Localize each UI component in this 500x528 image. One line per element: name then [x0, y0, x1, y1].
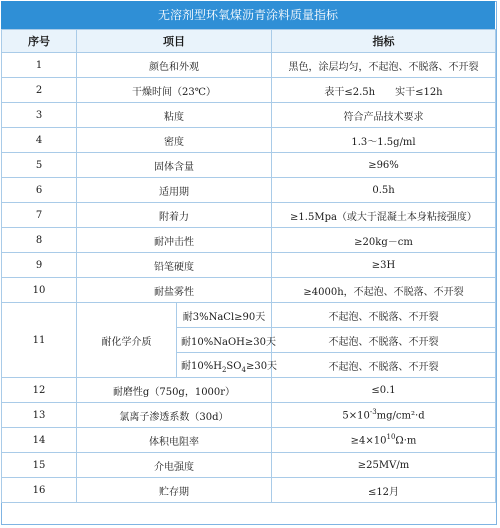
row-no: 4: [2, 128, 77, 153]
table-row: [2, 253, 496, 278]
row-no: 14: [2, 428, 77, 453]
value-part: ≥4×10: [350, 435, 387, 447]
row-no: 7: [2, 203, 77, 228]
value-part: 5×10: [342, 410, 370, 422]
table-row: [2, 203, 496, 228]
header-index: 指标: [272, 30, 496, 53]
row-item: 固体含量: [77, 153, 272, 178]
row-item: 耐磨性g（750g，1000r）: [77, 378, 272, 403]
row-value: 黑色，涂层均匀，不起泡、不脱落、不开裂: [272, 53, 496, 78]
label-sub: 4: [241, 365, 246, 374]
row-no: 9: [2, 253, 77, 278]
row-value: 符合产品技术要求: [272, 103, 496, 128]
row-value: ≥96%: [272, 153, 496, 178]
header-item: 项目: [77, 30, 272, 53]
row-no: 16: [2, 478, 77, 503]
chem-sub-label: [177, 353, 278, 378]
row-no: 10: [2, 278, 77, 303]
table-row: [2, 228, 496, 253]
header-row: [2, 30, 496, 53]
chem-group-label: 耐化学介质: [77, 303, 177, 378]
row-value: 不起泡、不脱落、不开裂: [272, 353, 496, 378]
row-value: [272, 403, 496, 428]
row-value: [272, 428, 496, 453]
row-no: 8: [2, 228, 77, 253]
row-item: 氯离子渗透系数（30d）: [77, 403, 272, 428]
table-row: [2, 278, 496, 303]
row-item: 耐盐雾性: [77, 278, 272, 303]
row-value: 不起泡、不脱落、不开裂: [272, 328, 496, 353]
row-no: 1: [2, 53, 77, 78]
row-item: 铅笔硬度: [77, 253, 272, 278]
row-item: 颜色和外观: [77, 53, 272, 78]
table-row: [2, 53, 496, 78]
table-row: [2, 153, 496, 178]
row-no: 12: [2, 378, 77, 403]
row-item: 介电强度: [77, 453, 272, 478]
table-row: [2, 128, 496, 153]
page-title: 无溶剂型环氧煤沥青涂料质量指标: [1, 1, 495, 29]
row-item: 附着力: [77, 203, 272, 228]
row-item: 干燥时间（23℃）: [77, 78, 272, 103]
row-no: 5: [2, 153, 77, 178]
row-value: 不起泡、不脱落、不开裂: [272, 303, 496, 328]
row-no: 6: [2, 178, 77, 203]
label-part: 耐10%H: [181, 360, 222, 372]
table-row: [2, 478, 496, 503]
table-row: [2, 453, 496, 478]
row-no: 11: [2, 303, 77, 378]
row-value: ≥3H: [272, 253, 496, 278]
row-value: ≥1.5Mpa（或大于混凝土本身粘接强度）: [272, 203, 496, 228]
table-row: [2, 428, 496, 453]
row-value: ≥20kg－cm: [272, 228, 496, 253]
chem-sub-label: 耐10%NaOH≥30天: [177, 328, 272, 353]
row-item: 耐冲击性: [77, 228, 272, 253]
label-part: SO: [226, 360, 242, 372]
table-row: [2, 103, 496, 128]
row-item: 粘度: [77, 103, 272, 128]
row-item: 贮存期: [77, 478, 272, 503]
row-no: 15: [2, 453, 77, 478]
row-value: ≥4000h，不起泡、不脱落、不开裂: [272, 278, 496, 303]
value-sup: -3: [369, 408, 377, 417]
table-row: [2, 378, 496, 403]
label-part: ≥30天: [245, 360, 278, 372]
row-value: 表干≤2.5h 实干≤12h: [272, 78, 496, 103]
quality-table: [1, 29, 496, 503]
header-no: 序号: [2, 30, 77, 53]
table-row: [2, 78, 496, 103]
value-part: mg/cm²·d: [376, 410, 425, 422]
row-item: 适用期: [77, 178, 272, 203]
row-no: 3: [2, 103, 77, 128]
row-no: 13: [2, 403, 77, 428]
value-sup: 10: [386, 433, 396, 442]
row-item: 体积电阻率: [77, 428, 272, 453]
value-part: Ω·m: [395, 435, 417, 447]
table-row: [2, 303, 496, 328]
row-value: ≤0.1: [272, 378, 496, 403]
row-item: 密度: [77, 128, 272, 153]
row-value: 0.5h: [272, 178, 496, 203]
table-row: [2, 403, 496, 428]
label-sub: 2: [221, 365, 227, 374]
row-no: 2: [2, 78, 77, 103]
row-value: 1.3～1.5g/ml: [272, 128, 496, 153]
chem-sub-label: 耐3%NaCl≥90天: [177, 303, 272, 328]
table-row: [2, 178, 496, 203]
row-value: ≥25MV/m: [272, 453, 496, 478]
row-value: ≤12月: [272, 478, 496, 503]
